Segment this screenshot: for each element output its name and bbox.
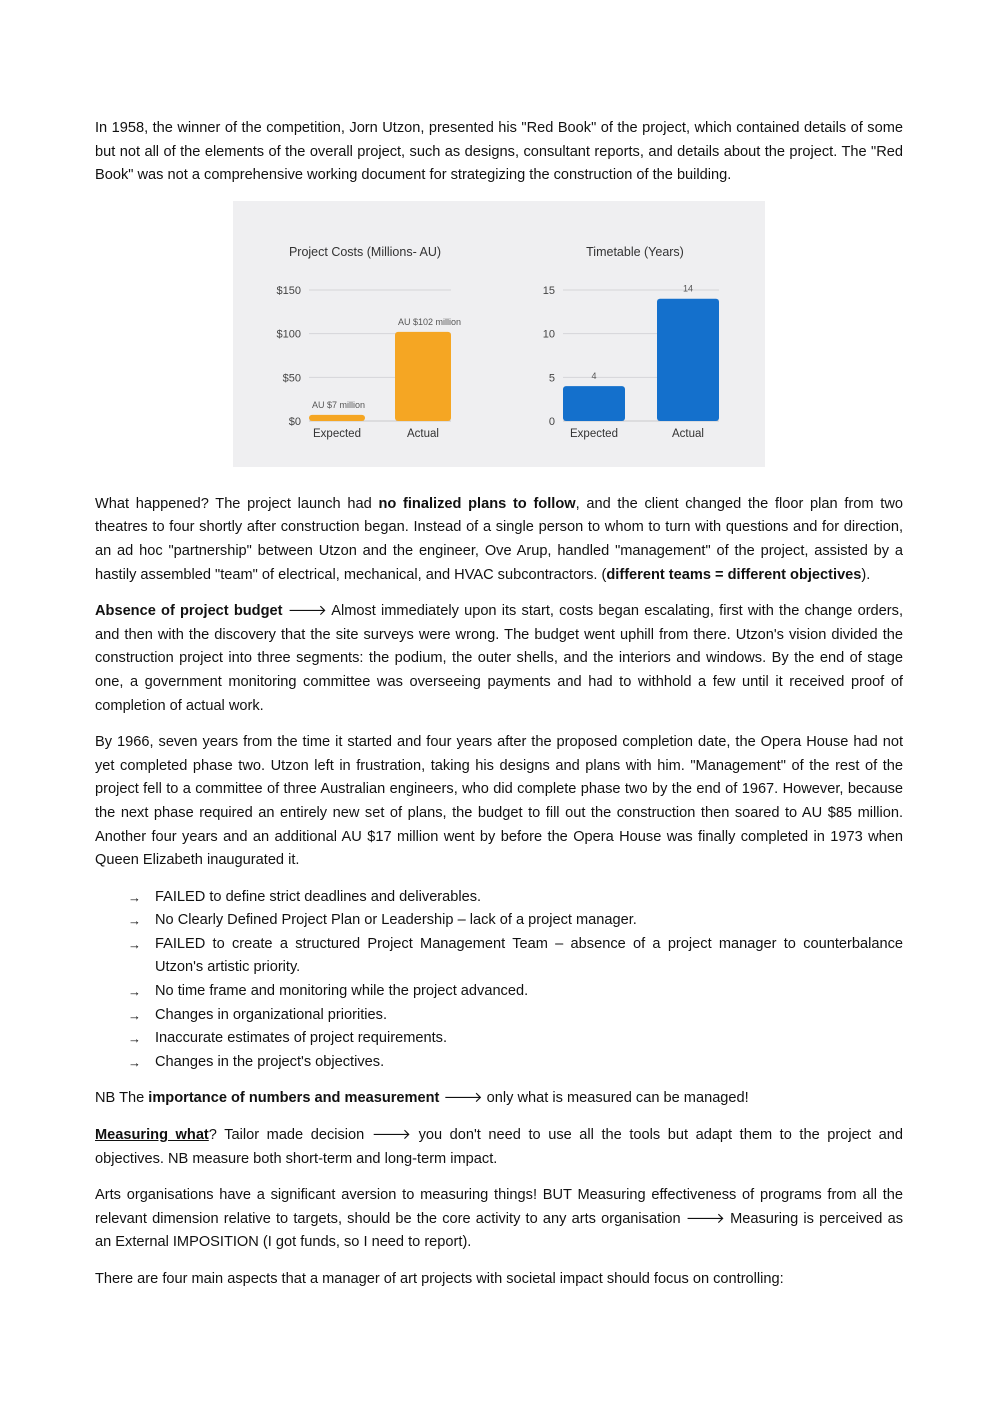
text-run: What happened? The project launch had <box>95 495 379 512</box>
chart-title: Timetable (Years) <box>586 244 684 259</box>
y-tick-label: $150 <box>276 284 301 297</box>
bar-expected <box>309 415 365 421</box>
bold-text-no-plans: no finalized plans to follow <box>378 495 576 512</box>
failure-list-text: Changes in organizational priorities. <box>155 1006 388 1023</box>
text-run: NB The <box>95 1090 149 1107</box>
document-page <box>95 117 903 1305</box>
data-label: 14 <box>682 283 694 294</box>
underlined-heading-measuring-what: Measuring what <box>95 1127 209 1144</box>
x-category-label: Expected <box>570 427 618 440</box>
failure-list-text: No time frame and monitoring while the project advanced. <box>155 983 529 1000</box>
paragraph-red-book: In 1958, the winner of the competition, Jorn Utzon, presented his "Red Book" of the project, which contained details of some but not all of the elements of the overall project, such as designs, consultant reports, and details about the project. The "Red Book" was not a comprehensive working document for strategizing the construction of the building. <box>95 120 903 184</box>
arrow-bullet-icon: → <box>128 913 141 929</box>
bar-actual <box>657 299 719 421</box>
failure-list-item <box>128 886 903 910</box>
arrow-bullet-icon: → <box>128 1054 141 1070</box>
failure-list-item <box>128 980 903 1004</box>
paragraph-four-aspects: There are four main aspects that a manager of art projects with societal impact should focus on controlling: <box>95 1271 784 1287</box>
y-tick-label: 10 <box>542 328 555 341</box>
paragraph-what-happened <box>95 493 903 587</box>
paragraph-measuring-what <box>95 1124 903 1171</box>
failure-list-text: No Clearly Defined Project Plan or Leadership – lack of a project manager. <box>155 912 637 929</box>
paragraph-nb-numbers <box>95 1087 903 1111</box>
y-tick-label: $100 <box>276 328 301 341</box>
paragraph-arts-organisations <box>95 1184 903 1255</box>
y-tick-label: $0 <box>288 415 301 428</box>
x-category-label: Actual <box>672 427 704 440</box>
y-tick-label: 15 <box>542 284 555 297</box>
text-run: Measuring is perceived as an External IMPOSITION (I got funds, so I need to report). <box>95 1210 903 1251</box>
charts-figure <box>233 201 765 467</box>
x-category-label: Expected <box>313 427 361 440</box>
arrow-bullet-icon: → <box>128 1007 141 1023</box>
text-run: you don't need to use all the tools but adapt them to the project and objectives. NB measure both short-term and long-term impact. <box>95 1127 904 1167</box>
y-tick-label: 5 <box>548 372 555 385</box>
failure-list-item <box>128 1027 903 1051</box>
failure-list-item <box>128 909 903 933</box>
text-run: Arts organisations have a significant aversion to measuring things! BUT Measuring effectiveness of programs from all the relevant dimension relative to targets, should be the core activity to any arts organisation <box>95 1187 903 1227</box>
failure-list-text: Inaccurate estimates of project requirements. <box>155 1030 448 1047</box>
charts-svg <box>233 201 765 467</box>
data-label: AU $102 million <box>398 316 462 327</box>
failure-list-item <box>128 1004 903 1028</box>
arrow-right-icon: 🡒 <box>443 1090 483 1107</box>
data-label: 4 <box>591 370 597 381</box>
paragraph-1966: By 1966, seven years from the time it started and four years after the proposed completion date, the Opera House had not yet completed phase two. Utzon left in frustration, taking his designs and plans with him. "Management" of the rest of the project fell to a committee of three Australian engineers, who did complete phase two by the end of 1967. However, because the next phase required an entirely new set of plans, the budget to fill out the construction then soared to AU $85 million. Another four years and an additional AU $17 million went by before the Opera House was finally completed in 1973 when Queen Elizabeth inaugurated it. <box>95 734 903 869</box>
text-run: , and the client changed the floor plan from two theatres to four shortly after construction began. Instead of a single person to whom to turn with questions and for direction, an ad hoc "partnership" between Utzon and the engineer, Ove Arup, handled "management" of the project, assisted by a hastily assembled "team" of electrical, mechanical, and HVAC subcontractors. ( <box>95 495 903 583</box>
failure-list-text: FAILED to define strict deadlines and deliverables. <box>155 888 482 905</box>
failure-list-item <box>128 1051 903 1075</box>
bar-actual <box>395 332 451 421</box>
y-tick-label: $50 <box>282 372 301 385</box>
chart-title: Project Costs (Millions- AU) <box>288 244 442 259</box>
bold-text-budget: Absence of project budget <box>95 603 283 620</box>
y-tick-label: 0 <box>548 415 555 428</box>
arrow-bullet-icon: → <box>128 889 141 905</box>
failure-list-text: FAILED to create a structured Project Management Team – absence of a project manager to counterbalance Utzon's artistic priority. <box>155 935 903 976</box>
arrow-right-icon: 🡒 <box>371 1127 411 1144</box>
bold-text-teams: different teams = different objectives <box>606 566 862 583</box>
text-run: ). <box>861 566 871 583</box>
arrow-bullet-icon: → <box>128 984 141 1000</box>
bar-expected <box>563 386 625 421</box>
data-label: AU $7 million <box>312 399 366 410</box>
arrow-right-icon: 🡒 <box>685 1210 725 1227</box>
failure-list <box>95 886 903 1075</box>
arrow-bullet-icon: → <box>128 936 141 952</box>
text-run: Almost immediately upon its start, costs began escalating, first with the change orders, and then with the discovery that the site surveys were wrong. The budget went uphill from there. Utzon's vision divided the construction project into three segments: the podium, the outer shells, and the interiors and windows. By the end of stage one, a government monitoring committee was overseeing payments and had to withhold a few until it received proof of completion of actual work. <box>95 603 904 714</box>
x-category-label: Actual <box>407 427 439 440</box>
arrow-right-icon: 🡒 <box>287 603 327 620</box>
failure-list-item <box>128 933 903 980</box>
paragraph-budget <box>95 600 903 718</box>
text-run: only what is measured can be managed! <box>482 1090 749 1107</box>
text-run: ? Tailor made decision <box>208 1127 372 1144</box>
arrow-bullet-icon: → <box>128 1031 141 1047</box>
failure-list-text: Changes in the project's objectives. <box>155 1053 385 1070</box>
bold-text-importance: importance of numbers and measurement <box>148 1090 440 1107</box>
